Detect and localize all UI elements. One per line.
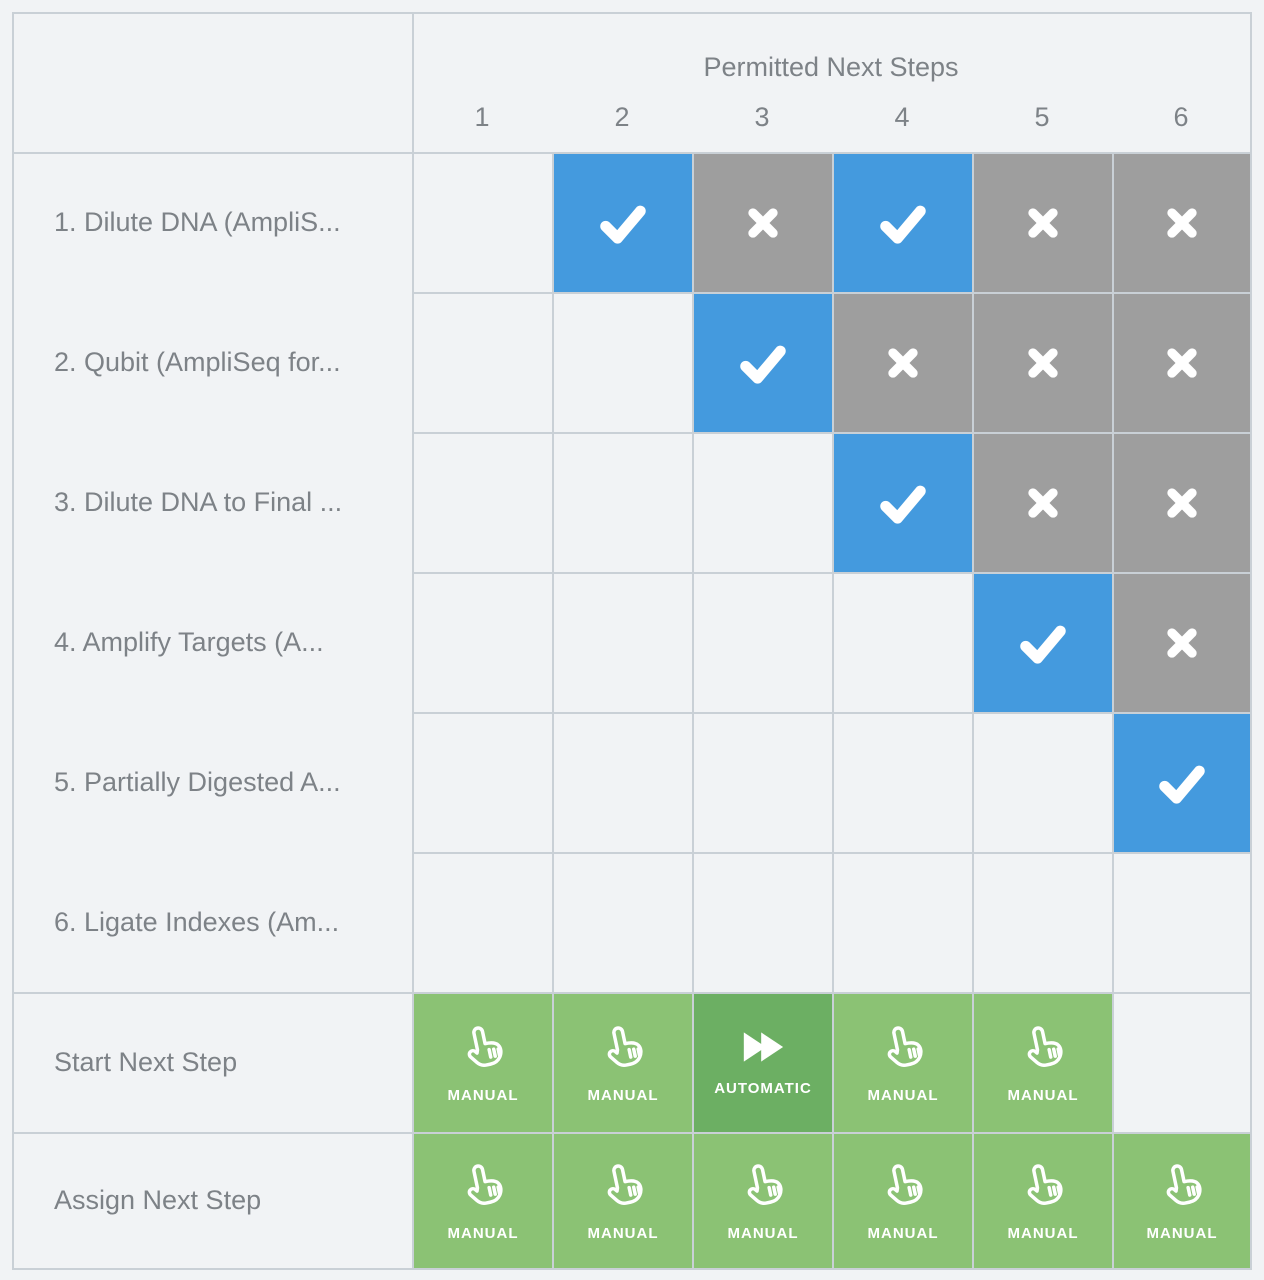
manual-mode-cell[interactable] [414,1134,552,1268]
check-icon [1156,757,1208,809]
cross-icon [1021,341,1065,385]
column-header-3: 3 [754,102,770,132]
allowed-cell[interactable] [974,574,1112,712]
allowed-cell[interactable] [834,434,972,572]
blocked-cell[interactable] [1114,154,1250,292]
mode-label: MANUAL [1146,1224,1218,1242]
allowed-cell[interactable] [834,154,972,292]
mode-label: MANUAL [447,1086,519,1104]
hand-pointer-icon [1019,1161,1067,1209]
hand-pointer-icon [879,1161,927,1209]
hand-pointer-icon [739,1161,787,1209]
column-header-1: 1 [474,102,490,132]
check-icon [877,197,929,249]
mode-label: MANUAL [867,1224,939,1242]
cross-icon [741,201,785,245]
manual-mode-cell[interactable] [834,994,972,1132]
cross-icon [1160,201,1204,245]
mode-label: MANUAL [447,1224,519,1242]
cross-icon [1160,621,1204,665]
blocked-cell[interactable] [974,434,1112,572]
cross-icon [1160,341,1204,385]
blocked-cell[interactable] [694,154,832,292]
cross-icon [1160,481,1204,525]
allowed-cell[interactable] [694,294,832,432]
cross-icon [1021,481,1065,525]
hand-pointer-icon [599,1161,647,1209]
hand-pointer-icon [599,1023,647,1071]
check-icon [597,197,649,249]
check-icon [1017,617,1069,669]
mode-label: MANUAL [1007,1086,1079,1104]
step-row-label: 5. Partially Digested A... [54,767,341,797]
action-row-label: Assign Next Step [54,1185,262,1215]
column-header-4: 4 [894,102,910,132]
hand-pointer-icon [879,1023,927,1071]
manual-mode-cell[interactable] [554,994,692,1132]
check-icon [877,477,929,529]
manual-mode-cell[interactable] [974,1134,1112,1268]
allowed-cell[interactable] [1114,714,1250,852]
step-row-label: 2. Qubit (AmpliSeq for... [54,347,341,377]
mode-label: MANUAL [1007,1224,1079,1242]
hand-pointer-icon [459,1023,507,1071]
manual-mode-cell[interactable] [414,994,552,1132]
column-header-2: 2 [614,102,630,132]
hand-pointer-icon [459,1161,507,1209]
cross-icon [881,341,925,385]
step-row-label: 4. Amplify Targets (A... [54,627,324,657]
manual-mode-cell[interactable] [834,1134,972,1268]
mode-label: MANUAL [867,1086,939,1104]
matrix-header-title: Permitted Next Steps [703,52,959,82]
fast-forward-icon [742,1030,784,1064]
mode-label: MANUAL [587,1224,659,1242]
blocked-cell[interactable] [834,294,972,432]
step-row-label: 3. Dilute DNA to Final ... [54,487,343,517]
manual-mode-cell[interactable] [1114,1134,1250,1268]
permitted-next-steps-table [12,12,1252,1270]
blocked-cell[interactable] [974,154,1112,292]
blocked-cell[interactable] [1114,574,1250,712]
hand-pointer-icon [1158,1161,1206,1209]
hand-pointer-icon [1019,1023,1067,1071]
manual-mode-cell[interactable] [694,1134,832,1268]
action-row-label: Start Next Step [54,1047,238,1077]
check-icon [737,337,789,389]
column-header-5: 5 [1034,102,1050,132]
step-row-label: 6. Ligate Indexes (Am... [54,907,340,937]
mode-label: AUTOMATIC [714,1079,812,1097]
blocked-cell[interactable] [974,294,1112,432]
manual-mode-cell[interactable] [554,1134,692,1268]
mode-label: MANUAL [587,1086,659,1104]
allowed-cell[interactable] [554,154,692,292]
grid-line [412,852,1250,854]
cross-icon [1021,201,1065,245]
blocked-cell[interactable] [1114,434,1250,572]
column-header-6: 6 [1173,102,1189,132]
mode-label: MANUAL [727,1224,799,1242]
manual-mode-cell[interactable] [974,994,1112,1132]
automatic-mode-cell[interactable] [694,994,832,1132]
step-row-label: 1. Dilute DNA (AmpliS... [54,207,341,237]
blocked-cell[interactable] [1114,294,1250,432]
